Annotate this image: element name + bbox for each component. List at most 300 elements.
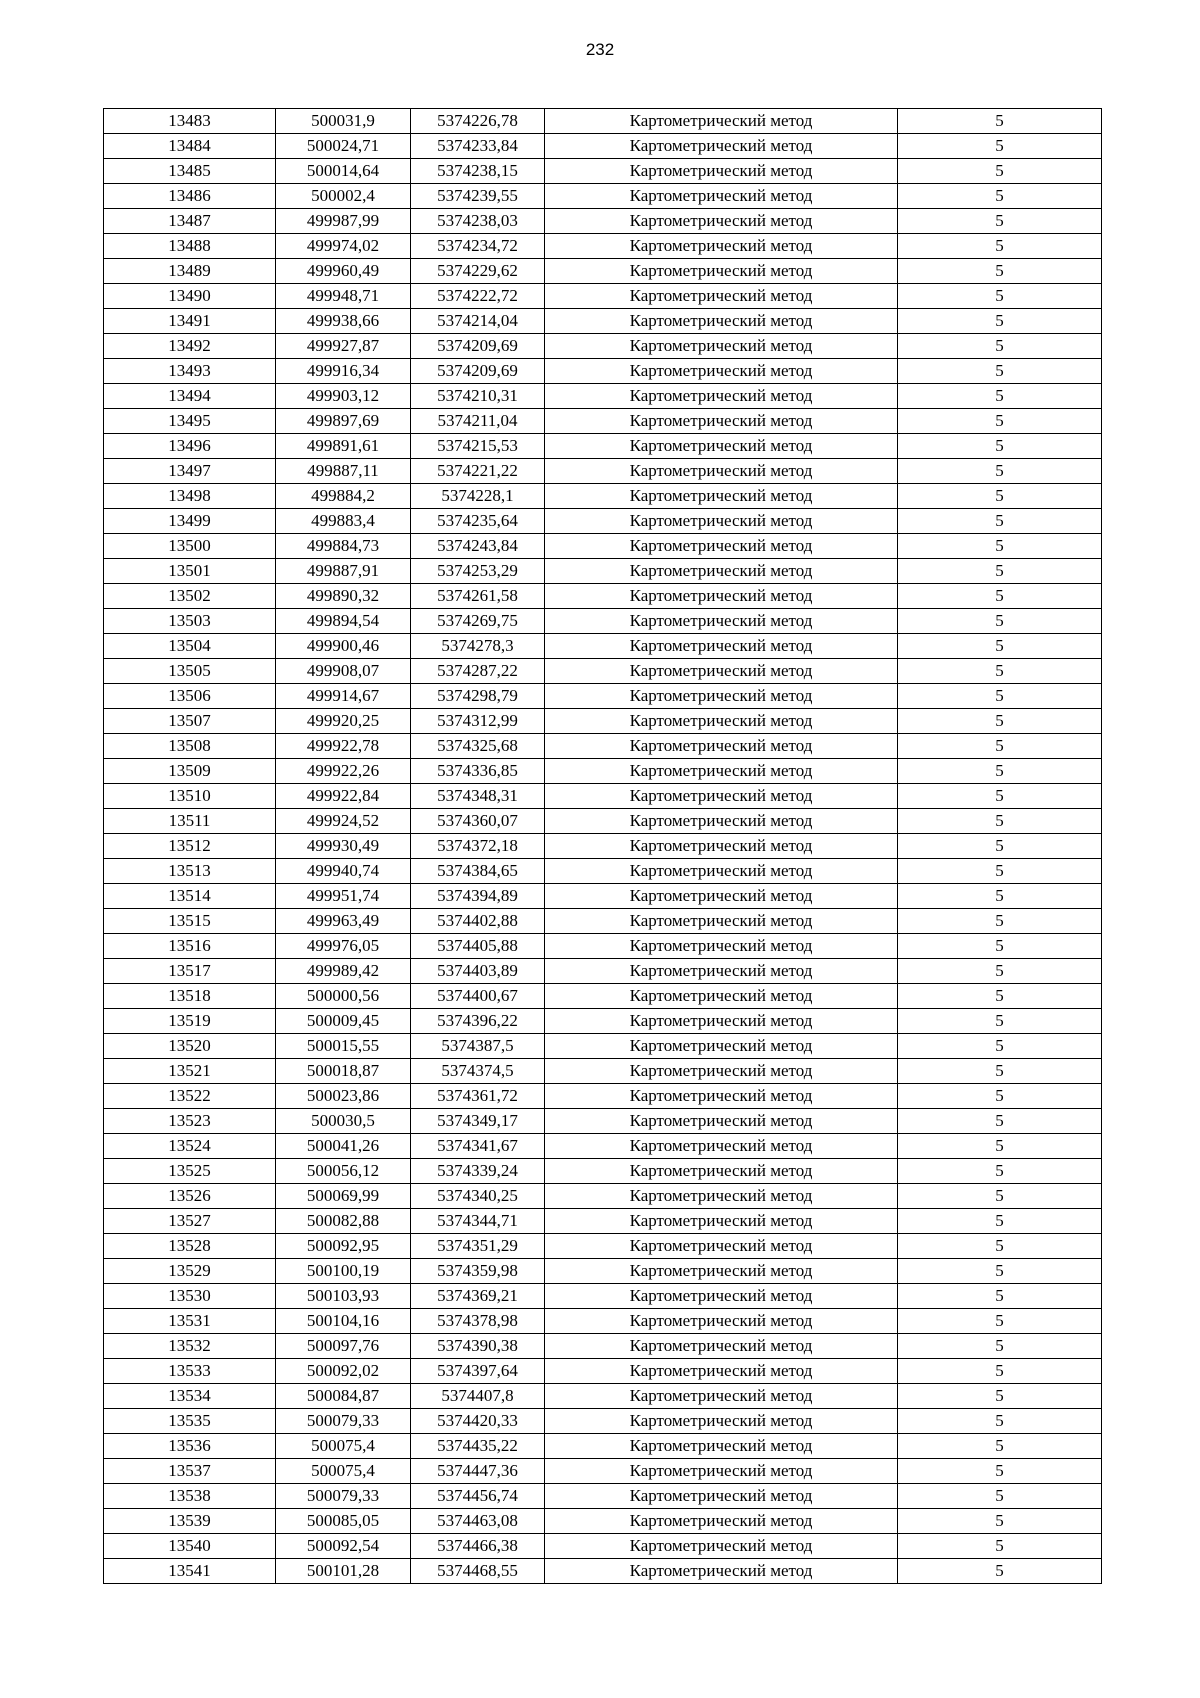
accuracy-cell: 5 <box>898 134 1102 159</box>
table-row <box>104 384 1102 409</box>
accuracy-cell: 5 <box>898 1134 1102 1159</box>
table-row <box>104 959 1102 984</box>
point-number-cell: 13499 <box>104 509 276 534</box>
point-number-cell: 13488 <box>104 234 276 259</box>
table-row <box>104 934 1102 959</box>
accuracy-cell: 5 <box>898 1459 1102 1484</box>
y-coordinate-cell: 5374261,58 <box>411 584 545 609</box>
x-coordinate-cell: 499963,49 <box>276 909 411 934</box>
point-number-cell: 13490 <box>104 284 276 309</box>
accuracy-cell: 5 <box>898 734 1102 759</box>
method-cell: Картометрический метод <box>545 934 898 959</box>
accuracy-cell: 5 <box>898 559 1102 584</box>
x-coordinate-cell: 500056,12 <box>276 1159 411 1184</box>
method-cell: Картометрический метод <box>545 759 898 784</box>
y-coordinate-cell: 5374298,79 <box>411 684 545 709</box>
table-row <box>104 334 1102 359</box>
point-number-cell: 13500 <box>104 534 276 559</box>
method-cell: Картометрический метод <box>545 1434 898 1459</box>
y-coordinate-cell: 5374235,64 <box>411 509 545 534</box>
point-number-cell: 13515 <box>104 909 276 934</box>
table-row <box>104 659 1102 684</box>
table-row <box>104 609 1102 634</box>
method-cell: Картометрический метод <box>545 484 898 509</box>
y-coordinate-cell: 5374238,15 <box>411 159 545 184</box>
method-cell: Картометрический метод <box>545 1359 898 1384</box>
accuracy-cell: 5 <box>898 309 1102 334</box>
accuracy-cell: 5 <box>898 1409 1102 1434</box>
accuracy-cell: 5 <box>898 1334 1102 1359</box>
x-coordinate-cell: 499908,07 <box>276 659 411 684</box>
method-cell: Картометрический метод <box>545 509 898 534</box>
point-number-cell: 13520 <box>104 1034 276 1059</box>
x-coordinate-cell: 499930,49 <box>276 834 411 859</box>
y-coordinate-cell: 5374287,22 <box>411 659 545 684</box>
method-cell: Картометрический метод <box>545 959 898 984</box>
y-coordinate-cell: 5374211,04 <box>411 409 545 434</box>
point-number-cell: 13534 <box>104 1384 276 1409</box>
accuracy-cell: 5 <box>898 1059 1102 1084</box>
method-cell: Картометрический метод <box>545 1259 898 1284</box>
table-row <box>104 159 1102 184</box>
x-coordinate-cell: 499922,78 <box>276 734 411 759</box>
method-cell: Картометрический метод <box>545 259 898 284</box>
x-coordinate-cell: 499976,05 <box>276 934 411 959</box>
table-row <box>104 1209 1102 1234</box>
point-number-cell: 13536 <box>104 1434 276 1459</box>
table-row <box>104 634 1102 659</box>
table-row <box>104 759 1102 784</box>
x-coordinate-cell: 499897,69 <box>276 409 411 434</box>
point-number-cell: 13503 <box>104 609 276 634</box>
x-coordinate-cell: 500041,26 <box>276 1134 411 1159</box>
y-coordinate-cell: 5374233,84 <box>411 134 545 159</box>
point-number-cell: 13498 <box>104 484 276 509</box>
table-row <box>104 1359 1102 1384</box>
point-number-cell: 13487 <box>104 209 276 234</box>
x-coordinate-cell: 500103,93 <box>276 1284 411 1309</box>
y-coordinate-cell: 5374325,68 <box>411 734 545 759</box>
y-coordinate-cell: 5374215,53 <box>411 434 545 459</box>
point-number-cell: 13496 <box>104 434 276 459</box>
point-number-cell: 13530 <box>104 1284 276 1309</box>
y-coordinate-cell: 5374369,21 <box>411 1284 545 1309</box>
table-row <box>104 109 1102 134</box>
method-cell: Картометрический метод <box>545 109 898 134</box>
x-coordinate-cell: 500000,56 <box>276 984 411 1009</box>
x-coordinate-cell: 500023,86 <box>276 1084 411 1109</box>
y-coordinate-cell: 5374396,22 <box>411 1009 545 1034</box>
accuracy-cell: 5 <box>898 434 1102 459</box>
x-coordinate-cell: 500079,33 <box>276 1409 411 1434</box>
point-number-cell: 13538 <box>104 1484 276 1509</box>
table-row <box>104 859 1102 884</box>
table-row <box>104 1109 1102 1134</box>
table-row <box>104 234 1102 259</box>
y-coordinate-cell: 5374463,08 <box>411 1509 545 1534</box>
x-coordinate-cell: 499884,2 <box>276 484 411 509</box>
x-coordinate-cell: 499891,61 <box>276 434 411 459</box>
method-cell: Картометрический метод <box>545 134 898 159</box>
coordinates-table <box>103 108 1102 1584</box>
method-cell: Картометрический метод <box>545 359 898 384</box>
method-cell: Картометрический метод <box>545 1384 898 1409</box>
point-number-cell: 13494 <box>104 384 276 409</box>
y-coordinate-cell: 5374405,88 <box>411 934 545 959</box>
method-cell: Картометрический метод <box>545 309 898 334</box>
method-cell: Картометрический метод <box>545 1559 898 1584</box>
point-number-cell: 13512 <box>104 834 276 859</box>
x-coordinate-cell: 499924,52 <box>276 809 411 834</box>
table-row <box>104 1184 1102 1209</box>
point-number-cell: 13527 <box>104 1209 276 1234</box>
x-coordinate-cell: 499884,73 <box>276 534 411 559</box>
method-cell: Картометрический метод <box>545 859 898 884</box>
y-coordinate-cell: 5374348,31 <box>411 784 545 809</box>
point-number-cell: 13533 <box>104 1359 276 1384</box>
method-cell: Картометрический метод <box>545 159 898 184</box>
x-coordinate-cell: 499940,74 <box>276 859 411 884</box>
x-coordinate-cell: 499987,99 <box>276 209 411 234</box>
table-row <box>104 684 1102 709</box>
y-coordinate-cell: 5374239,55 <box>411 184 545 209</box>
table-row <box>104 284 1102 309</box>
table-row <box>104 1084 1102 1109</box>
x-coordinate-cell: 499914,67 <box>276 684 411 709</box>
table-body <box>104 109 1102 1584</box>
table-row <box>104 1259 1102 1284</box>
accuracy-cell: 5 <box>898 1484 1102 1509</box>
method-cell: Картометрический метод <box>545 1059 898 1084</box>
y-coordinate-cell: 5374349,17 <box>411 1109 545 1134</box>
y-coordinate-cell: 5374269,75 <box>411 609 545 634</box>
x-coordinate-cell: 500018,87 <box>276 1059 411 1084</box>
method-cell: Картометрический метод <box>545 709 898 734</box>
table-row <box>104 1534 1102 1559</box>
x-coordinate-cell: 500085,05 <box>276 1509 411 1534</box>
table-row <box>104 134 1102 159</box>
table-row <box>104 1334 1102 1359</box>
page-number: 232 <box>585 40 615 59</box>
x-coordinate-cell: 500002,4 <box>276 184 411 209</box>
y-coordinate-cell: 5374394,89 <box>411 884 545 909</box>
point-number-cell: 13508 <box>104 734 276 759</box>
point-number-cell: 13483 <box>104 109 276 134</box>
x-coordinate-cell: 499948,71 <box>276 284 411 309</box>
method-cell: Картометрический метод <box>545 1309 898 1334</box>
point-number-cell: 13514 <box>104 884 276 909</box>
method-cell: Картометрический метод <box>545 459 898 484</box>
method-cell: Картометрический метод <box>545 384 898 409</box>
point-number-cell: 13495 <box>104 409 276 434</box>
method-cell: Картометрический метод <box>545 909 898 934</box>
y-coordinate-cell: 5374407,8 <box>411 1384 545 1409</box>
x-coordinate-cell: 499894,54 <box>276 609 411 634</box>
point-number-cell: 13521 <box>104 1059 276 1084</box>
x-coordinate-cell: 499927,87 <box>276 334 411 359</box>
x-coordinate-cell: 499883,4 <box>276 509 411 534</box>
method-cell: Картометрический метод <box>545 734 898 759</box>
table-row <box>104 984 1102 1009</box>
y-coordinate-cell: 5374456,74 <box>411 1484 545 1509</box>
y-coordinate-cell: 5374226,78 <box>411 109 545 134</box>
y-coordinate-cell: 5374384,65 <box>411 859 545 884</box>
point-number-cell: 13541 <box>104 1559 276 1584</box>
x-coordinate-cell: 499922,26 <box>276 759 411 784</box>
method-cell: Картометрический метод <box>545 984 898 1009</box>
table-row <box>104 709 1102 734</box>
y-coordinate-cell: 5374435,22 <box>411 1434 545 1459</box>
y-coordinate-cell: 5374361,72 <box>411 1084 545 1109</box>
y-coordinate-cell: 5374374,5 <box>411 1059 545 1084</box>
accuracy-cell: 5 <box>898 334 1102 359</box>
y-coordinate-cell: 5374372,18 <box>411 834 545 859</box>
accuracy-cell: 5 <box>898 759 1102 784</box>
x-coordinate-cell: 499989,42 <box>276 959 411 984</box>
accuracy-cell: 5 <box>898 684 1102 709</box>
y-coordinate-cell: 5374340,25 <box>411 1184 545 1209</box>
table-row <box>104 534 1102 559</box>
table-row <box>104 734 1102 759</box>
x-coordinate-cell: 500100,19 <box>276 1259 411 1284</box>
y-coordinate-cell: 5374378,98 <box>411 1309 545 1334</box>
accuracy-cell: 5 <box>898 709 1102 734</box>
method-cell: Картометрический метод <box>545 659 898 684</box>
table-row <box>104 1384 1102 1409</box>
accuracy-cell: 5 <box>898 384 1102 409</box>
accuracy-cell: 5 <box>898 834 1102 859</box>
method-cell: Картометрический метод <box>545 1109 898 1134</box>
method-cell: Картометрический метод <box>545 884 898 909</box>
y-coordinate-cell: 5374234,72 <box>411 234 545 259</box>
x-coordinate-cell: 500104,16 <box>276 1309 411 1334</box>
accuracy-cell: 5 <box>898 1209 1102 1234</box>
accuracy-cell: 5 <box>898 859 1102 884</box>
y-coordinate-cell: 5374403,89 <box>411 959 545 984</box>
accuracy-cell: 5 <box>898 534 1102 559</box>
y-coordinate-cell: 5374466,38 <box>411 1534 545 1559</box>
y-coordinate-cell: 5374387,5 <box>411 1034 545 1059</box>
method-cell: Картометрический метод <box>545 1209 898 1234</box>
table-row <box>104 1434 1102 1459</box>
accuracy-cell: 5 <box>898 1359 1102 1384</box>
x-coordinate-cell: 500009,45 <box>276 1009 411 1034</box>
x-coordinate-cell: 499903,12 <box>276 384 411 409</box>
x-coordinate-cell: 499960,49 <box>276 259 411 284</box>
point-number-cell: 13518 <box>104 984 276 1009</box>
table-row <box>104 884 1102 909</box>
point-number-cell: 13492 <box>104 334 276 359</box>
point-number-cell: 13513 <box>104 859 276 884</box>
accuracy-cell: 5 <box>898 484 1102 509</box>
table-row <box>104 1509 1102 1534</box>
point-number-cell: 13531 <box>104 1309 276 1334</box>
accuracy-cell: 5 <box>898 1234 1102 1259</box>
accuracy-cell: 5 <box>898 234 1102 259</box>
accuracy-cell: 5 <box>898 959 1102 984</box>
method-cell: Картометрический метод <box>545 1084 898 1109</box>
y-coordinate-cell: 5374420,33 <box>411 1409 545 1434</box>
table-row <box>104 509 1102 534</box>
point-number-cell: 13519 <box>104 1009 276 1034</box>
method-cell: Картометрический метод <box>545 1534 898 1559</box>
accuracy-cell: 5 <box>898 659 1102 684</box>
point-number-cell: 13524 <box>104 1134 276 1159</box>
x-coordinate-cell: 500084,87 <box>276 1384 411 1409</box>
table-row <box>104 1059 1102 1084</box>
method-cell: Картометрический метод <box>545 434 898 459</box>
point-number-cell: 13491 <box>104 309 276 334</box>
point-number-cell: 13540 <box>104 1534 276 1559</box>
x-coordinate-cell: 500101,28 <box>276 1559 411 1584</box>
table-row <box>104 584 1102 609</box>
y-coordinate-cell: 5374344,71 <box>411 1209 545 1234</box>
accuracy-cell: 5 <box>898 409 1102 434</box>
table-row <box>104 459 1102 484</box>
point-number-cell: 13539 <box>104 1509 276 1534</box>
point-number-cell: 13535 <box>104 1409 276 1434</box>
point-number-cell: 13509 <box>104 759 276 784</box>
method-cell: Картометрический метод <box>545 1284 898 1309</box>
method-cell: Картометрический метод <box>545 559 898 584</box>
point-number-cell: 13522 <box>104 1084 276 1109</box>
y-coordinate-cell: 5374339,24 <box>411 1159 545 1184</box>
point-number-cell: 13489 <box>104 259 276 284</box>
accuracy-cell: 5 <box>898 809 1102 834</box>
method-cell: Картометрический метод <box>545 1334 898 1359</box>
accuracy-cell: 5 <box>898 1259 1102 1284</box>
point-number-cell: 13517 <box>104 959 276 984</box>
y-coordinate-cell: 5374400,67 <box>411 984 545 1009</box>
table-row <box>104 434 1102 459</box>
method-cell: Картометрический метод <box>545 609 898 634</box>
accuracy-cell: 5 <box>898 1184 1102 1209</box>
method-cell: Картометрический метод <box>545 1009 898 1034</box>
y-coordinate-cell: 5374447,36 <box>411 1459 545 1484</box>
table-row <box>104 1234 1102 1259</box>
table-row <box>104 1284 1102 1309</box>
method-cell: Картометрический метод <box>545 1509 898 1534</box>
y-coordinate-cell: 5374238,03 <box>411 209 545 234</box>
accuracy-cell: 5 <box>898 1284 1102 1309</box>
point-number-cell: 13511 <box>104 809 276 834</box>
accuracy-cell: 5 <box>898 1109 1102 1134</box>
point-number-cell: 13537 <box>104 1459 276 1484</box>
accuracy-cell: 5 <box>898 259 1102 284</box>
point-number-cell: 13486 <box>104 184 276 209</box>
table-row <box>104 209 1102 234</box>
point-number-cell: 13510 <box>104 784 276 809</box>
point-number-cell: 13493 <box>104 359 276 384</box>
x-coordinate-cell: 500092,95 <box>276 1234 411 1259</box>
x-coordinate-cell: 499951,74 <box>276 884 411 909</box>
y-coordinate-cell: 5374351,29 <box>411 1234 545 1259</box>
y-coordinate-cell: 5374222,72 <box>411 284 545 309</box>
table-row <box>104 1009 1102 1034</box>
method-cell: Картометрический метод <box>545 1409 898 1434</box>
x-coordinate-cell: 500082,88 <box>276 1209 411 1234</box>
table-row <box>104 359 1102 384</box>
method-cell: Картометрический метод <box>545 634 898 659</box>
accuracy-cell: 5 <box>898 1384 1102 1409</box>
accuracy-cell: 5 <box>898 609 1102 634</box>
y-coordinate-cell: 5374402,88 <box>411 909 545 934</box>
table-row <box>104 809 1102 834</box>
point-number-cell: 13484 <box>104 134 276 159</box>
accuracy-cell: 5 <box>898 1534 1102 1559</box>
accuracy-cell: 5 <box>898 634 1102 659</box>
table-row <box>104 484 1102 509</box>
accuracy-cell: 5 <box>898 784 1102 809</box>
x-coordinate-cell: 500079,33 <box>276 1484 411 1509</box>
x-coordinate-cell: 500024,71 <box>276 134 411 159</box>
accuracy-cell: 5 <box>898 884 1102 909</box>
accuracy-cell: 5 <box>898 509 1102 534</box>
accuracy-cell: 5 <box>898 284 1102 309</box>
x-coordinate-cell: 500069,99 <box>276 1184 411 1209</box>
method-cell: Картометрический метод <box>545 809 898 834</box>
accuracy-cell: 5 <box>898 1309 1102 1334</box>
accuracy-cell: 5 <box>898 934 1102 959</box>
point-number-cell: 13516 <box>104 934 276 959</box>
x-coordinate-cell: 499974,02 <box>276 234 411 259</box>
y-coordinate-cell: 5374336,85 <box>411 759 545 784</box>
table-row <box>104 1459 1102 1484</box>
accuracy-cell: 5 <box>898 159 1102 184</box>
x-coordinate-cell: 500092,54 <box>276 1534 411 1559</box>
point-number-cell: 13528 <box>104 1234 276 1259</box>
x-coordinate-cell: 500015,55 <box>276 1034 411 1059</box>
y-coordinate-cell: 5374221,22 <box>411 459 545 484</box>
method-cell: Картометрический метод <box>545 209 898 234</box>
y-coordinate-cell: 5374397,64 <box>411 1359 545 1384</box>
accuracy-cell: 5 <box>898 1434 1102 1459</box>
method-cell: Картометрический метод <box>545 534 898 559</box>
point-number-cell: 13501 <box>104 559 276 584</box>
y-coordinate-cell: 5374210,31 <box>411 384 545 409</box>
accuracy-cell: 5 <box>898 584 1102 609</box>
method-cell: Картометрический метод <box>545 584 898 609</box>
x-coordinate-cell: 500075,4 <box>276 1434 411 1459</box>
y-coordinate-cell: 5374360,07 <box>411 809 545 834</box>
accuracy-cell: 5 <box>898 1559 1102 1584</box>
point-number-cell: 13523 <box>104 1109 276 1134</box>
y-coordinate-cell: 5374341,67 <box>411 1134 545 1159</box>
point-number-cell: 13497 <box>104 459 276 484</box>
method-cell: Картометрический метод <box>545 1234 898 1259</box>
accuracy-cell: 5 <box>898 359 1102 384</box>
accuracy-cell: 5 <box>898 1509 1102 1534</box>
accuracy-cell: 5 <box>898 209 1102 234</box>
table-row <box>104 1484 1102 1509</box>
table-row <box>104 1409 1102 1434</box>
y-coordinate-cell: 5374390,38 <box>411 1334 545 1359</box>
x-coordinate-cell: 500014,64 <box>276 159 411 184</box>
accuracy-cell: 5 <box>898 909 1102 934</box>
table-row <box>104 184 1102 209</box>
method-cell: Картометрический метод <box>545 184 898 209</box>
accuracy-cell: 5 <box>898 459 1102 484</box>
point-number-cell: 13485 <box>104 159 276 184</box>
x-coordinate-cell: 500092,02 <box>276 1359 411 1384</box>
method-cell: Картометрический метод <box>545 284 898 309</box>
x-coordinate-cell: 499920,25 <box>276 709 411 734</box>
table-row <box>104 909 1102 934</box>
x-coordinate-cell: 499887,11 <box>276 459 411 484</box>
y-coordinate-cell: 5374253,29 <box>411 559 545 584</box>
accuracy-cell: 5 <box>898 109 1102 134</box>
table-row <box>104 1559 1102 1584</box>
